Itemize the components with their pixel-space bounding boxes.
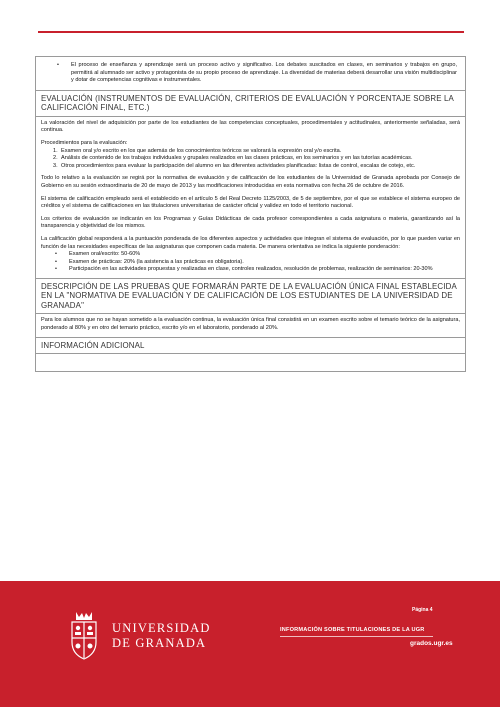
methodology-cell: [36, 57, 465, 91]
evaluation-paragraph-2: Todo lo relativo a la evaluación se regirá por la normativa de evaluación y de calificación de los estudiantes de la Universidad de Granada aprobada por Consejo de Gobierno en su sesión extraordinaria de 20 de mayo de 2013 y las modificaciones introducidas en esta normativa con fecha 26 de octubre de 2016.: [41, 175, 460, 189]
evaluation-paragraph-5: La calificación global responderá a la puntuación ponderada de los diferentes aspectos y actividades que integran el sistema de evaluación, por lo que pueden variar en función de las necesidades específicas de las asignaturas que componen cada materia. De manera orientativa se indica la siguiente ponderación:: [41, 235, 460, 250]
methodology-list: [41, 62, 457, 85]
weight-item: • Examen oral/escrito: 50-60%: [69, 251, 460, 259]
evaluation-paragraph-3: El sistema de calificación empleado será el establecido en el artículo 5 del Real Decreto 1125/2003, de 5 de septiembre, por el que se establece el sistema europeo de créditos y el sistema de calificaciones en las titulaciones universitarias de carácter oficial y validez en todo el territorio nacional.: [41, 195, 460, 210]
info-divider: [280, 636, 433, 637]
procedures-list: [41, 148, 460, 171]
guide-table: [35, 56, 466, 372]
top-red-rule: [38, 31, 464, 33]
footer-band: [0, 581, 500, 707]
university-line-1: UNIVERSIDAD: [112, 621, 211, 635]
university-wordmark: [112, 621, 211, 651]
weight-item: • Participación en las actividades propuestas y realizadas en clase, controles realizados, resolución de problemas, realización de seminarios: 20-30%: [69, 266, 460, 274]
procedure-item: 3. Otros procedimientos para evaluar la participación del alumno en las diferentes actividades planificadas: listas de control, escalas de cotejo, etc.: [53, 162, 416, 169]
evaluation-paragraph-1: La valoración del nivel de adquisición por parte de los estudiantes de las competencias conceptuales, procedimentales y actitudinales, anteriormente señaladas, será continua.: [41, 119, 460, 134]
page-number: Página 4: [412, 607, 433, 613]
additional-info-cell: [36, 354, 465, 371]
site-link[interactable]: grados.ugr.es: [410, 640, 453, 647]
single-evaluation-cell: [36, 314, 465, 337]
single-evaluation-heading: DESCRIPCIÓN DE LAS PRUEBAS QUE FORMARÁN PARTE DE LA EVALUACIÓN ÚNICA FINAL ESTABLECIDA EN LA "NORMATIVA DE EVALUACIÓN Y DE CALIFICACIÓN DE LOS ESTUDIANTES DE LA UNIVERSIDAD DE GRANADA": [36, 279, 465, 315]
procedure-item: 2. Análisis de contenido de los trabajos individuales y grupales realizados en las clases prácticas, en los seminarios y en las tutorías académicas.: [53, 155, 413, 162]
evaluation-cell: [36, 117, 465, 279]
additional-info-heading: INFORMACIÓN ADICIONAL: [36, 338, 465, 355]
methodology-bullet: • El proceso de enseñanza y aprendizaje será un proceso activo y significativo. Los debates suscitados en clases, en seminarios y trabajos en grupo, permitirá al alumnado ser activo y protagonista de su propio proceso de aprendizaje. La diversidad de materias deberá desarrollar una visión multidisciplinar y dotar de competencias cognitivas e instrumentales.: [71, 62, 457, 85]
weight-item: • Examen de prácticas: 20% (la asistencia a las prácticas es obligatoria).: [69, 259, 460, 267]
procedure-item: 1. Examen oral y/o escrito en los que además de los conocimientos teóricos se valorará la expresión oral y/o escrita.: [53, 147, 342, 154]
procedures-label: Procedimientos para la evaluación:: [41, 139, 128, 146]
university-line-2: DE GRANADA: [112, 636, 207, 650]
single-evaluation-text: Para los alumnos que no se hayan sometido a la evaluación continua, la evaluación única final consistirá en un examen escrito sobre el temario teórico de la asignatura, ponderado al 80% y en otro del temario práctico, escrito y/o en el laboratorio, ponderado al 20%.: [41, 317, 460, 331]
evaluation-paragraph-4: Los criterios de evaluación se indicarán en los Programas y Guías Didácticas de cada profesor correspondientes a cada asignatura o materia, garantizando así la transparencia y objetividad de los mismos.: [41, 215, 460, 230]
university-crest-icon: [64, 608, 104, 662]
weights-list: [41, 251, 460, 274]
evaluation-heading: EVALUACIÓN (INSTRUMENTOS DE EVALUACIÓN, CRITERIOS DE EVALUACIÓN Y PORCENTAJE SOBRE LA CALIFICACIÓN FINAL, ETC.): [36, 91, 465, 117]
info-title: INFORMACIÓN SOBRE TITULACIONES DE LA UGR: [280, 627, 425, 633]
